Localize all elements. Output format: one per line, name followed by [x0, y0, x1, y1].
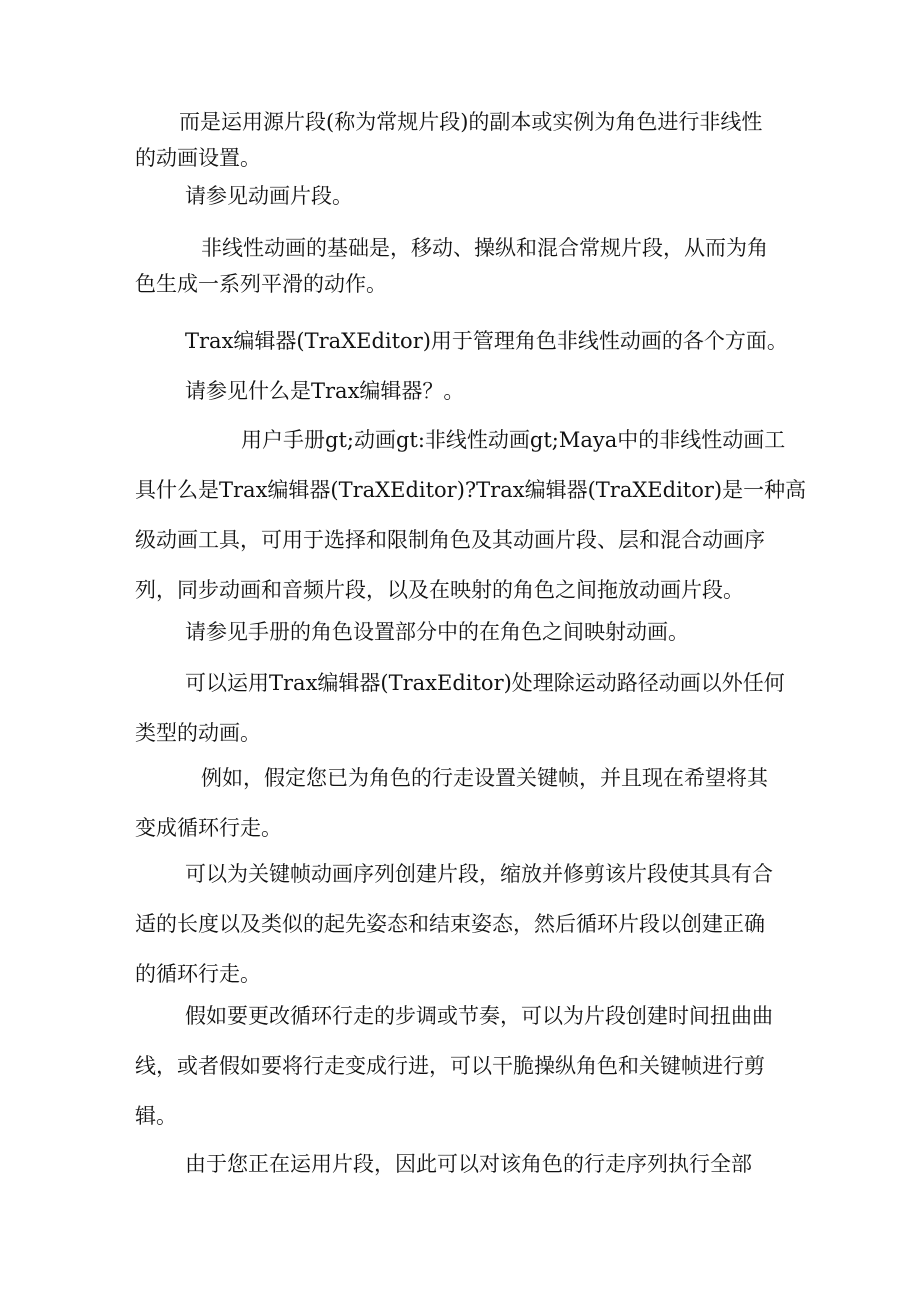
paragraph-line: 的动画设置。 [135, 146, 261, 170]
paragraph-line: 线，或者假如要将行走变成行进，可以干脆操纵角色和关键帧进行剪 [135, 1054, 765, 1078]
paragraph-line: 请参见动画片段。 [185, 184, 353, 208]
paragraph-line: 适的长度以及类似的起先姿态和结束姿态，然后循环片段以创建正确 [135, 912, 765, 936]
paragraph-line: 级动画工具，可用于选择和限制角色及其动画片段、层和混合动画序 [135, 528, 765, 552]
paragraph-line: 用户手册gt;动画gt:非线性动画gt;Maya中的非线性动画工 [241, 428, 786, 452]
paragraph-line: 辑。 [135, 1104, 177, 1128]
paragraph-line: 的循环行走。 [135, 962, 261, 986]
paragraph-1 [135, 104, 785, 176]
paragraph-line: 假如要更改循环行走的步调或节奏，可以为片段创建时间扭曲曲 [185, 1004, 773, 1028]
paragraph-line: 具什么是Trax编辑器(TraXEditor)?Trax编辑器(TraXEditor)是一种高 [135, 478, 807, 502]
paragraph-10 [135, 856, 785, 992]
paragraph-line: 可以为关键帧动画序列创建片段，缩放并修剪该片段使其具有合 [185, 862, 773, 886]
paragraph-line: 非线性动画的基础是，移动、操纵和混合常规片段，从而为角 [201, 236, 768, 260]
paragraph-12 [135, 1146, 785, 1182]
paragraph-6 [135, 422, 807, 608]
paragraph-7 [135, 614, 785, 650]
paragraph-line: 请参见什么是Trax编辑器？。 [185, 379, 465, 403]
paragraph-line: 列，同步动画和音频片段，以及在映射的角色之间拖放动画片段。 [135, 578, 744, 602]
paragraph-8 [135, 665, 785, 751]
paragraph-5 [135, 373, 785, 409]
paragraph-line: 请参见手册的角色设置部分中的在角色之间映射动画。 [185, 620, 689, 644]
paragraph-line: 由于您正在运用片段，因此可以对该角色的行走序列执行全部 [185, 1152, 752, 1176]
paragraph-line: 而是运用源片段(称为常规片段)的副本或实例为角色进行非线性 [179, 110, 763, 134]
paragraph-4 [135, 323, 788, 359]
paragraph-2 [135, 178, 785, 214]
paragraph-9 [135, 760, 785, 846]
paragraph-line: 类型的动画。 [135, 721, 261, 745]
paragraph-line: 变成循环行走。 [135, 816, 282, 840]
paragraph-line: Trax编辑器(TraXEditor)用于管理角色非线性动画的各个方面。 [185, 329, 788, 353]
paragraph-11 [135, 998, 785, 1134]
paragraph-3 [135, 230, 785, 302]
paragraph-line: 例如，假定您已为角色的行走设置关键帧，并且现在希望将其 [201, 766, 768, 790]
paragraph-line: 可以运用Trax编辑器(TraxEditor)处理除运动路径动画以外任何 [185, 671, 785, 695]
paragraph-line: 色生成一系列平滑的动作。 [135, 272, 387, 296]
